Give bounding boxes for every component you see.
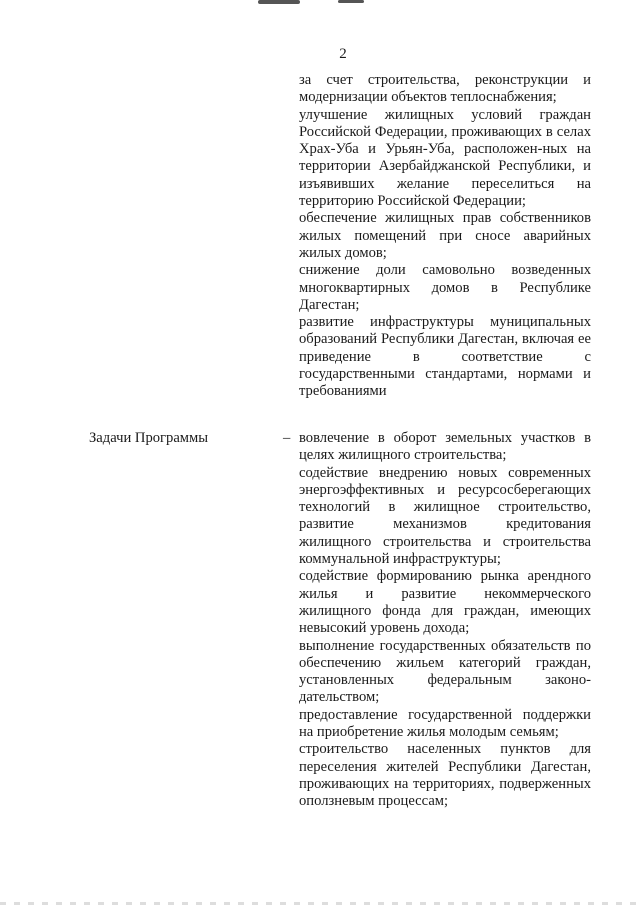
- page-number: 2: [339, 46, 347, 62]
- scan-artifact: [258, 0, 300, 4]
- scan-artifact: [338, 0, 364, 3]
- goal-item: улучшение жилищных условий граждан Российской Федерации, проживающих в селах Храх-Уба и Урьян-Уба, расположен-ных на территории Азербайджанской Республики, и изъявивших желание переселиться на территорию Российской Федерации;: [299, 106, 591, 210]
- task-item: содействие формированию рынка арендного жилья и развитие некоммерческого жилищного фонда для граждан, имеющих невысокий уровень дохода;: [299, 568, 591, 637]
- task-item: выполнение государственных обязательств по обеспечению жильем категорий граждан, установленных федеральным законо-дательством;: [299, 637, 591, 706]
- task-item: строительство населенных пунктов для переселения жителей Республики Дагестан, проживающих на территориях, подверженных оползневым процессам;: [299, 741, 591, 810]
- task-item: содействие внедрению новых современных энергоэффективных и ресурсосберегающих технологий в жилищное строительство, развитие механизмов кредитования жилищного строительства и строительства коммунальной инфраструктуры;: [299, 464, 591, 568]
- task-item: вовлечение в оборот земельных участков в целях жилищного строительства;: [299, 430, 591, 464]
- task-item: предоставление государственной поддержки на приобретение жилья молодым семьям;: [299, 706, 591, 741]
- goal-item: за счет строительства, реконструкции и модернизации объектов теплоснабжения;: [299, 72, 591, 106]
- goal-item: обеспечение жилищных прав собственников жилых помещений при сносе аварийных жилых домов;: [299, 210, 591, 261]
- tasks-label: Задачи Программы: [89, 430, 209, 446]
- goals-continued: [299, 72, 591, 401]
- tasks-dash: –: [283, 430, 291, 446]
- goal-item: развитие инфраструктуры муниципальных образований Республики Дагестан, включая ее приведение в соответствие с государственными стандартами, нормами и требованиями: [299, 314, 591, 400]
- goal-item: снижение доли самовольно возведенных многоквартирных домов в Республике Дагестан;: [299, 262, 591, 313]
- tasks-list: [299, 430, 591, 811]
